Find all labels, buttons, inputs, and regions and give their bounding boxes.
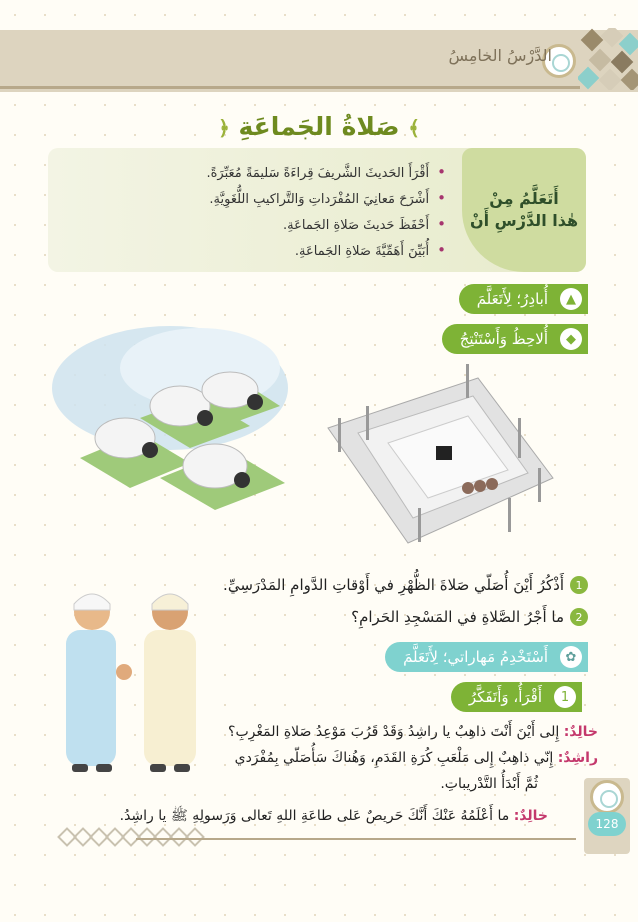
speaker-name: خالِدٌ: (513, 808, 548, 824)
page-number: 128 (588, 812, 626, 836)
section-read-think-label: أَقْرَأُ، وَأَتَفَكَّرُ (468, 688, 542, 706)
dialogue-line-4 (120, 806, 548, 826)
objective-item: • أَشْرَحَ مَعانِيَ المُفْرَداتِ وَالتَّراكيبِ اللُّغَوِيَّةِ. (66, 186, 446, 212)
dialogue-text: ما أَعْلَمُهُ عَنْكَ أَنَّكَ حَريصٌ عَلى طاعَةِ اللهِ تَعالى وَرَسولِهِ ﷺ يا راشِدُ. (119, 808, 514, 824)
question-2 (351, 608, 588, 626)
section-start-label: أُبادِرُ؛ لِأَتَعَلَّمَ (476, 290, 548, 308)
objective-item: • أَحْفَظَ حَديثَ صَلاةِ الجَماعَةِ. (66, 212, 446, 238)
footer-divider (136, 838, 576, 840)
title-ornament-right: ﴾ (408, 116, 420, 140)
header-divider (0, 86, 580, 89)
dialogue-text: إِلى أَيْنَ أَنْتَ ذاهِبٌ يا راشِدُ وَقَدْ قَرُبَ مَوْعِدُ صَلاةِ المَغْرِبِ؟ (228, 724, 564, 740)
skills-gear-icon: ✿ (560, 646, 582, 668)
question-1 (223, 576, 588, 594)
speaker-name: خالِدٌ: (563, 724, 598, 740)
group-prayer-illustration (50, 318, 310, 518)
masjid-al-haram-illustration (318, 358, 558, 548)
corner-pattern (578, 28, 638, 90)
question-2-text: ما أَجْرُ الصَّلاةِ في المَسْجِدِ الحَرامِ؟ (351, 608, 564, 626)
dialogue-text: ثُمَّ أَبْدَأُ التَّدْريباتِ. (440, 776, 538, 792)
lesson-title (0, 112, 638, 141)
section-observe-banner (442, 324, 588, 354)
title-text: صَلاةُ الجَماعَةِ (238, 112, 400, 141)
section-skills-banner (385, 642, 588, 672)
dialogue-line-3 (440, 774, 538, 794)
objectives-label-line2: هٰذا الدَّرْسِ أَنْ (469, 211, 579, 230)
footer-ornament (60, 830, 230, 844)
section-skills-label: أَسْتَخْدِمُ مَهاراتي؛ لِأَتَعَلَّمَ (403, 648, 548, 666)
dialogue-line-2 (235, 748, 598, 768)
title-ornament-left: ﴿ (218, 116, 230, 140)
speaker-name: راشِدٌ: (557, 750, 598, 766)
dialogue-line-1 (228, 722, 598, 742)
objectives-list (66, 160, 446, 264)
question-2-number: 2 (570, 608, 588, 626)
dialogue-text: إِنّي ذاهِبٌ إِلى مَلْعَبِ كُرَةِ القَدَمِ، وَهُناكَ سَأُصَلّي بِمُفْرَدي (234, 750, 558, 766)
section-read-think-banner (451, 682, 582, 712)
objectives-label-line1: أَتَعَلَّمُ مِنْ (489, 189, 559, 208)
two-boys-greeting-illustration (52, 578, 212, 784)
section-observe-label: أُلاحِظُ وَأَسْتَنْتِجُ (459, 330, 548, 348)
objective-item: • أَقْرَأَ الحَديثَ الشَّريفَ قِراءَةً سَليمَةً مُعَبِّرَةً. (66, 160, 446, 186)
graduation-cap-icon: ▲ (560, 288, 582, 310)
question-1-text: أَذْكُرُ أَيْنَ أُصَلّي صَلاةَ الظُّهْرِ في أَوْقاتِ الدَّوامِ المَدْرَسِيِّ. (223, 576, 564, 594)
lesson-label: الدَّرْسُ الخامِسُ (448, 46, 552, 65)
read-think-number: 1 (554, 686, 576, 708)
question-1-number: 1 (570, 576, 588, 594)
section-start-banner (459, 284, 588, 314)
objective-item: • أُبَيِّنَ أَهَمِّيَّةَ صَلاةِ الجَماعَةِ. (66, 238, 446, 264)
eye-icon: ◆ (560, 328, 582, 350)
objectives-box (48, 148, 586, 272)
objectives-label (462, 148, 586, 272)
footer-medal-icon (590, 780, 624, 814)
